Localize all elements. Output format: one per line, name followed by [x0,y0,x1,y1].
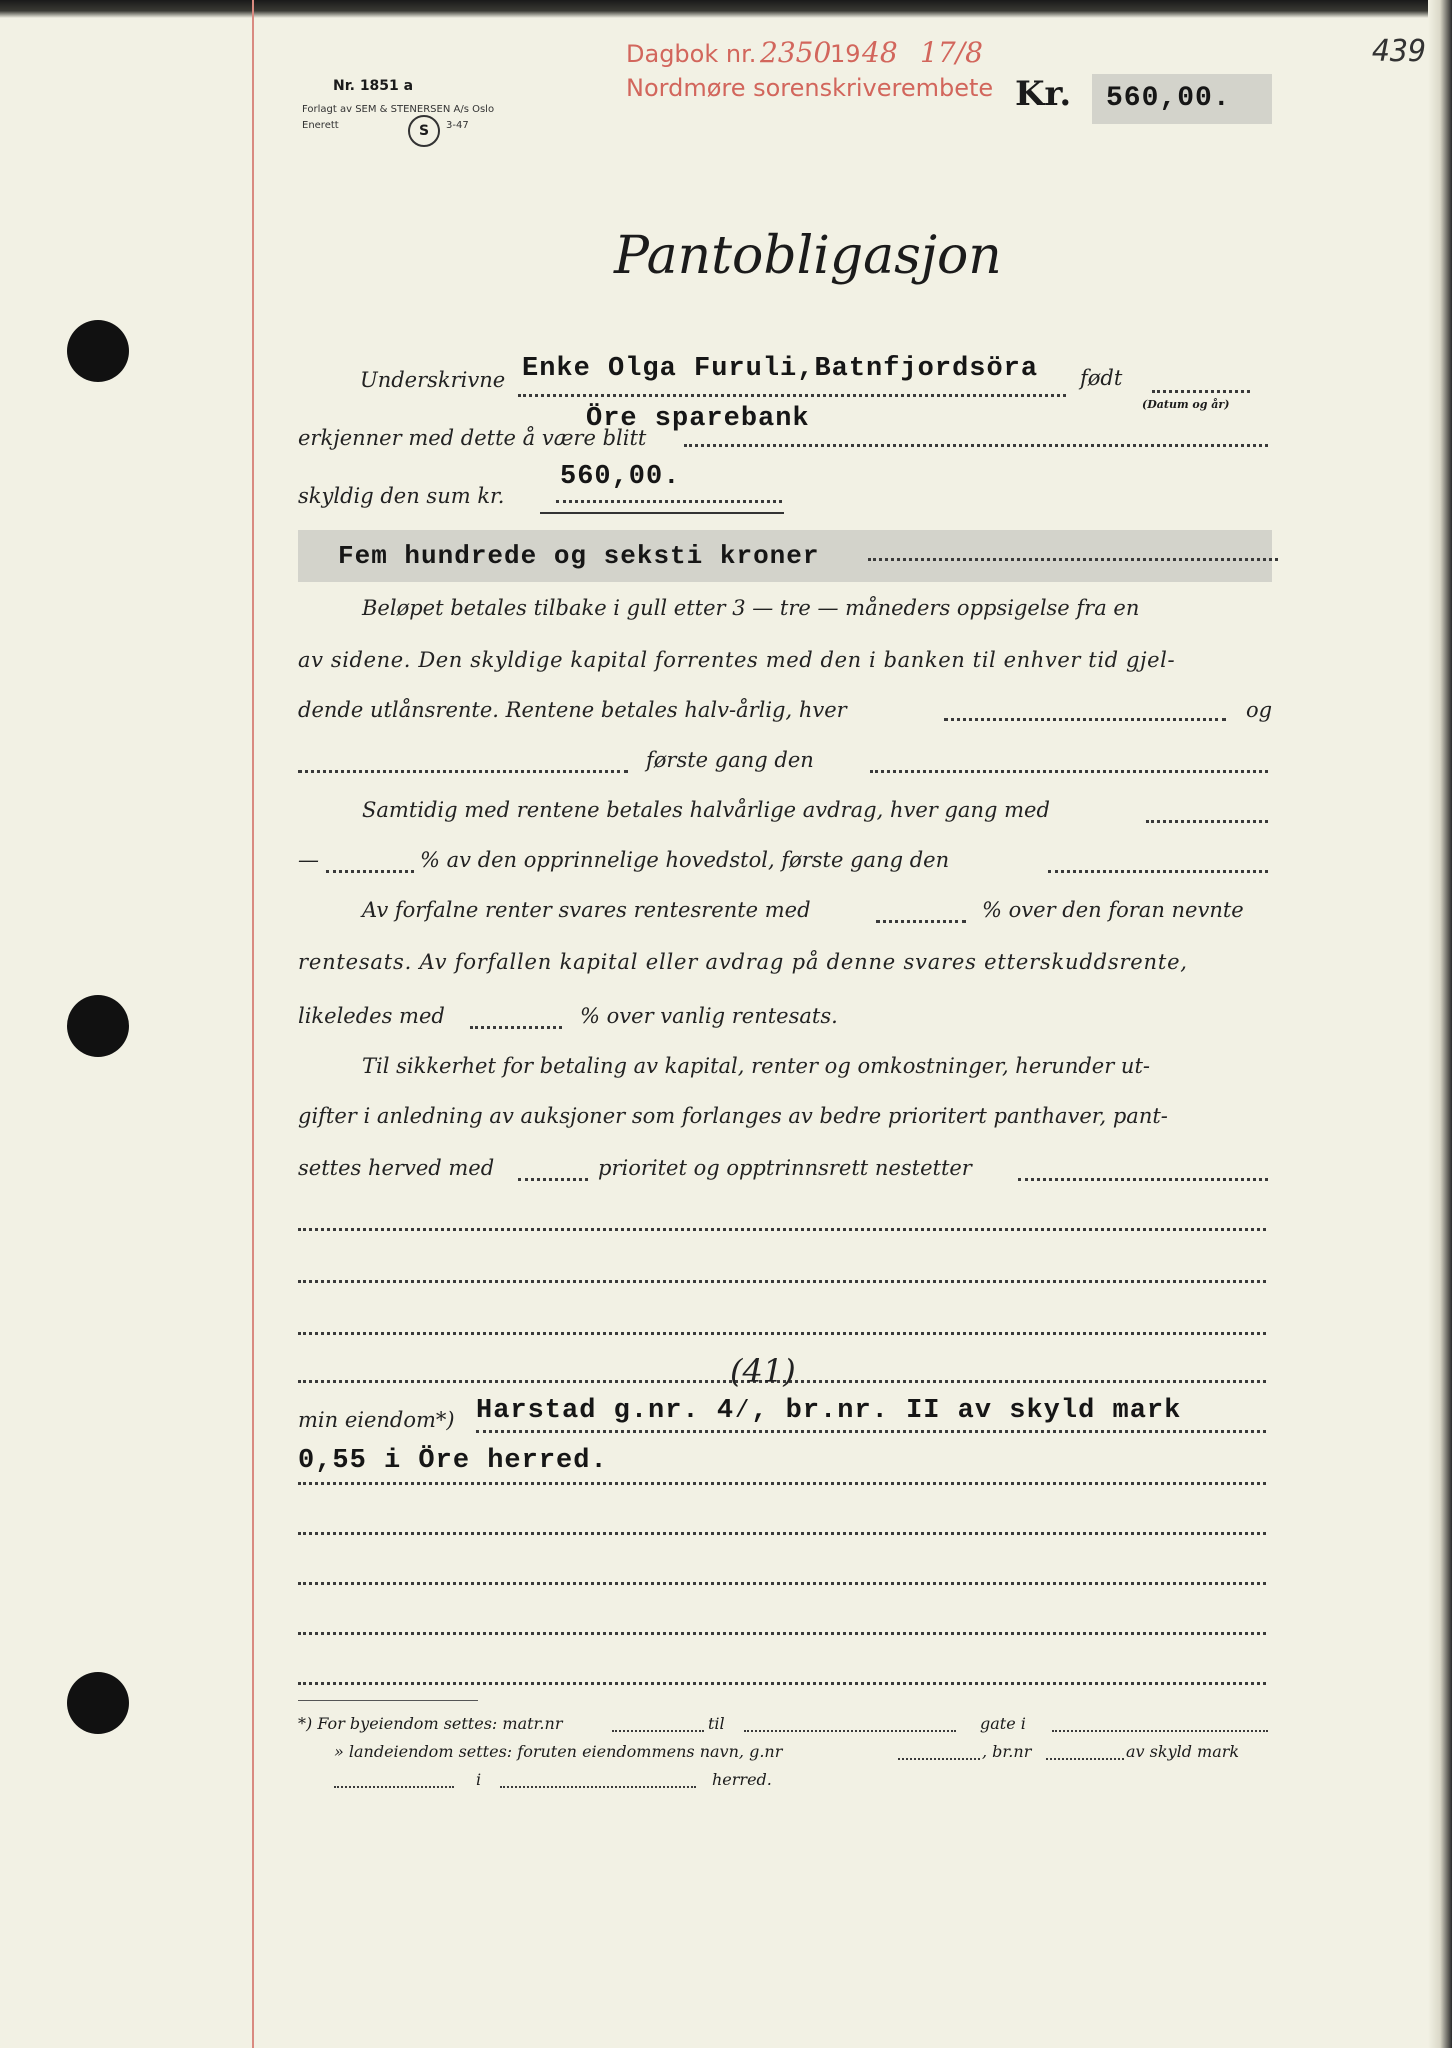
dotted-line [1048,870,1268,873]
footnote-line-3a: i [476,1770,482,1789]
scan-top-edge [0,0,1452,18]
p4-line-2: gifter i anledning av auksjoner som forlanges av bedre prioritert panthaver, pant- [298,1104,1168,1128]
dotted-line [298,1332,1266,1335]
sum-in-words [298,530,1272,582]
year-suffix: 48 [862,36,898,69]
dotted-line [476,1430,1266,1433]
p1-line-4: første gang den [646,748,814,772]
sum-value: 560,00. [560,462,681,492]
dotted-line [612,1730,704,1732]
dotted-line [518,1178,588,1181]
p3-line-3-end: % over vanlig rentesats. [580,1004,838,1028]
p1-line-1: Beløpet betales tilbake i gull etter 3 — tre — måneders oppsigelse fra en [362,596,1140,620]
p2-line-2-dash: — [298,848,319,872]
publisher: Forlagt av SEM & STENERSEN A/s Oslo [302,104,495,115]
punch-hole [67,1672,129,1734]
dotted-line [518,394,1066,397]
dotted-line [684,444,1268,447]
stamp-date: 17/8 [920,36,983,69]
dagbok-number: 2350 [760,36,832,69]
margin-line [252,0,254,2048]
owe-label: skyldig den sum kr. [298,484,505,508]
page-number: 439 [1372,34,1427,69]
dotted-line [876,920,966,923]
office-name: Nordmøre sorenskriverembete [626,74,994,102]
dotted-line [1018,1178,1268,1181]
scan-right-edge [1428,0,1452,2048]
handwritten-correction: (41) [730,1352,796,1390]
dotted-line [298,1632,1266,1635]
property-label: min eiendom*) [298,1408,455,1432]
undersigned-value: Enke Olga Furuli,Batnfjordsöra [522,354,1039,384]
edition: 3-47 [446,120,469,131]
punch-hole [67,995,129,1057]
property-line-2: 0,55 i Öre herred. [298,1446,608,1476]
kr-label: Kr. [1015,74,1072,114]
footnote-line-2b: , br.nr [982,1742,1032,1761]
dotted-line [1046,1758,1124,1760]
born-label: født [1080,366,1123,390]
p4-line-1: Til sikkerhet for betaling av kapital, renter og omkostninger, herunder ut- [362,1054,1150,1078]
punch-hole [67,320,129,382]
p4-line-3: settes herved med [298,1156,495,1180]
dotted-line [1152,390,1250,393]
p4-line-3-end: prioritet og opptrinnsrett nestetter [598,1156,972,1180]
dotted-line [470,1026,562,1029]
dotted-line [298,1228,1266,1231]
acknowledge-label: erkjenner med dette å være blitt [298,426,647,450]
dotted-line [868,558,1278,561]
dotted-line [556,500,782,503]
rights: Enerett [302,120,339,131]
p3-line-3: likeledes med [298,1004,445,1028]
dotted-line [870,770,1268,773]
sum-words-text: Fem hundrede og seksti kroner [338,541,820,571]
undersigned-label: Underskrivne [360,368,506,392]
property-line-1: Harstad g.nr. 4⁄, br.nr. II av skyld mark [476,1396,1182,1426]
dotted-line [326,870,414,873]
footnote-line-1a: *) For byeiendom settes: matr.nr [298,1714,563,1733]
footnote-line-1b: til [708,1714,725,1733]
dotted-line [298,1280,1266,1283]
p2-line-1: Samtidig med rentene betales halvårlige avdrag, hver gang med [362,798,1050,822]
dotted-line [298,770,628,773]
dagbok-label: Dagbok nr. [626,40,757,68]
amount-box: 560,00. [1092,74,1272,124]
dotted-line [944,718,1226,721]
creditor-value: Öre sparebank [586,404,810,434]
year-prefix: 19 [830,40,861,68]
dotted-line [1146,820,1268,823]
p3-line-1-end: % over den foran nevnte [982,898,1244,922]
dotted-line [334,1786,454,1788]
footnote-line-3b: herred. [712,1770,772,1789]
date-year-label: (Datum og år) [1142,398,1230,411]
p1-line-2: av sidene. Den skyldige kapital forrentes med den i banken til enhver tid gjel- [298,648,1176,672]
dotted-line [1052,1730,1268,1732]
footnote-line-2a: » landeiendom settes: foruten eiendommens navn, g.nr [334,1742,783,1761]
dotted-line [298,1482,1266,1485]
dotted-line [298,1532,1266,1535]
document-title: Pantobligasjon [614,226,1002,286]
p1-line-3-end: og [1246,698,1273,722]
p3-line-1: Av forfalne renter svares rentesrente med [362,898,811,922]
dotted-line [898,1758,980,1760]
dotted-line [298,1582,1266,1585]
footnote-line-2c: av skyld mark [1126,1742,1240,1761]
p2-line-2: % av den opprinnelige hovedstol, første gang den [420,848,950,872]
dotted-line [500,1786,696,1788]
publisher-logo-icon: S [408,115,440,147]
sum-underline [540,512,784,514]
footnote-rule [298,1700,478,1701]
footnote-line-1c: gate i [980,1714,1026,1733]
p1-line-3: dende utlånsrente. Rentene betales halv-årlig, hver [298,698,847,722]
form-number: Nr. 1851 a [333,78,414,94]
dotted-line [744,1730,956,1732]
p3-line-2: rentesats. Av forfallen kapital eller avdrag på denne svares etterskuddsrente, [298,950,1188,974]
dotted-line [298,1682,1266,1685]
